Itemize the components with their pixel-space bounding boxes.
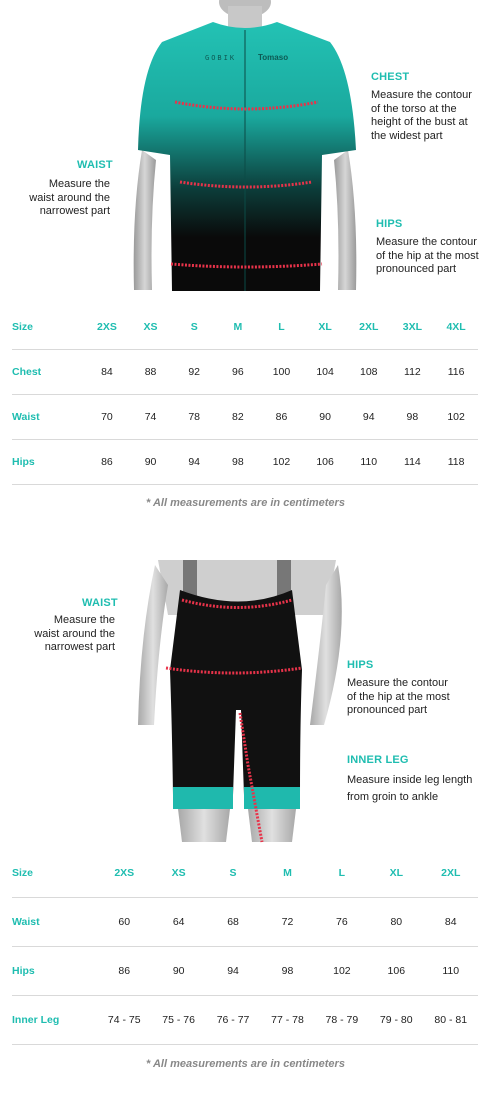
- table-row: [12, 995, 478, 1044]
- table-cell: 77 - 78: [260, 995, 314, 1044]
- size-col-header: 2XL: [423, 850, 478, 897]
- table-cell: 104: [303, 349, 347, 394]
- table-cell: 75 - 76: [151, 995, 205, 1044]
- table-cell: 90: [303, 394, 347, 439]
- jersey-size-table: [12, 305, 478, 485]
- table-cell: 76 - 77: [206, 995, 260, 1044]
- table-cell: 114: [391, 439, 435, 484]
- table-cell: 94: [206, 946, 260, 995]
- size-col-header: S: [206, 850, 260, 897]
- table-cell: 100: [260, 349, 304, 394]
- jersey-brand-left: GOBIK: [205, 54, 237, 62]
- inner-leg-annotation-title: INNER LEG: [347, 754, 409, 766]
- table-row: [12, 897, 478, 946]
- shorts-measurement-note: * All measurements are in centimeters: [146, 1058, 345, 1070]
- shorts-waist-annotation-text: Measure the waist around the narrowest part: [34, 614, 115, 653]
- jersey-brand-right: Tomaso: [258, 53, 289, 62]
- size-col-header: 2XS: [85, 305, 129, 349]
- table-cell: 94: [172, 439, 216, 484]
- size-col-header: 2XL: [347, 305, 391, 349]
- table-cell: 78: [172, 394, 216, 439]
- table-cell: 90: [151, 946, 205, 995]
- size-header: Size: [12, 305, 85, 349]
- shorts-hips-annotation-title: HIPS: [347, 659, 374, 671]
- table-header-row: [12, 850, 478, 897]
- table-cell: 86: [260, 394, 304, 439]
- inner-leg-annotation-text: Measure inside leg length from groin to ankle: [347, 774, 473, 803]
- table-cell: 70: [85, 394, 129, 439]
- size-col-header: XL: [303, 305, 347, 349]
- table-cell: 112: [391, 349, 435, 394]
- table-cell: 102: [434, 394, 478, 439]
- table-cell: 80 - 81: [423, 995, 478, 1044]
- size-col-header: S: [172, 305, 216, 349]
- table-cell: 90: [129, 439, 173, 484]
- jersey-hips-annotation-title: HIPS: [376, 218, 403, 230]
- size-col-header: M: [260, 850, 314, 897]
- table-cell: 106: [369, 946, 423, 995]
- table-cell: 72: [260, 897, 314, 946]
- row-label: Waist: [12, 897, 97, 946]
- size-col-header: 3XL: [391, 305, 435, 349]
- table-cell: 88: [129, 349, 173, 394]
- table-cell: 84: [85, 349, 129, 394]
- size-col-header: XS: [151, 850, 205, 897]
- size-col-header: 4XL: [434, 305, 478, 349]
- size-col-header: XL: [369, 850, 423, 897]
- table-cell: 98: [260, 946, 314, 995]
- table-cell: 82: [216, 394, 260, 439]
- table-cell: 76: [315, 897, 369, 946]
- row-label: Waist: [12, 394, 85, 439]
- table-cell: 96: [216, 349, 260, 394]
- table-cell: 86: [85, 439, 129, 484]
- table-cell: 106: [303, 439, 347, 484]
- jersey-hips-annotation-text: Measure the contour of the hip at the most pronounced part: [376, 236, 479, 275]
- table-row: [12, 394, 478, 439]
- table-cell: 84: [423, 897, 478, 946]
- size-col-header: XS: [129, 305, 173, 349]
- table-cell: 98: [391, 394, 435, 439]
- size-col-header: M: [216, 305, 260, 349]
- table-cell: 108: [347, 349, 391, 394]
- table-cell: 74: [129, 394, 173, 439]
- shorts-size-table: [12, 850, 478, 1045]
- size-header: Size: [12, 850, 97, 897]
- size-col-header: L: [315, 850, 369, 897]
- row-label: Hips: [12, 439, 85, 484]
- chest-annotation-title: CHEST: [371, 71, 410, 83]
- table-cell: 116: [434, 349, 478, 394]
- table-row: [12, 946, 478, 995]
- jersey-waist-annotation-title: WAIST: [77, 159, 113, 171]
- table-cell: 60: [97, 897, 151, 946]
- table-cell: 78 - 79: [315, 995, 369, 1044]
- row-label: Hips: [12, 946, 97, 995]
- table-cell: 110: [347, 439, 391, 484]
- table-cell: 118: [434, 439, 478, 484]
- chest-annotation-text: Measure the contour of the torso at the height of the bust at the widest part: [371, 89, 472, 142]
- jersey-waist-annotation-text: Measure the waist around the narrowest part: [29, 178, 110, 217]
- table-row: [12, 439, 478, 484]
- table-cell: 64: [151, 897, 205, 946]
- row-label: Inner Leg: [12, 995, 97, 1044]
- shorts-hips-annotation-text: Measure the contour of the hip at the most pronounced part: [347, 677, 450, 716]
- table-cell: 110: [423, 946, 478, 995]
- table-cell: 102: [260, 439, 304, 484]
- row-label: Chest: [12, 349, 85, 394]
- size-col-header: 2XS: [97, 850, 151, 897]
- table-header-row: [12, 305, 478, 349]
- jersey-measurement-note: * All measurements are in centimeters: [146, 497, 345, 509]
- table-cell: 86: [97, 946, 151, 995]
- table-cell: 74 - 75: [97, 995, 151, 1044]
- table-cell: 79 - 80: [369, 995, 423, 1044]
- table-cell: 92: [172, 349, 216, 394]
- table-cell: 80: [369, 897, 423, 946]
- table-row: [12, 349, 478, 394]
- table-cell: 94: [347, 394, 391, 439]
- table-cell: 68: [206, 897, 260, 946]
- table-cell: 98: [216, 439, 260, 484]
- size-col-header: L: [260, 305, 304, 349]
- table-cell: 102: [315, 946, 369, 995]
- shorts-waist-annotation-title: WAIST: [82, 597, 118, 609]
